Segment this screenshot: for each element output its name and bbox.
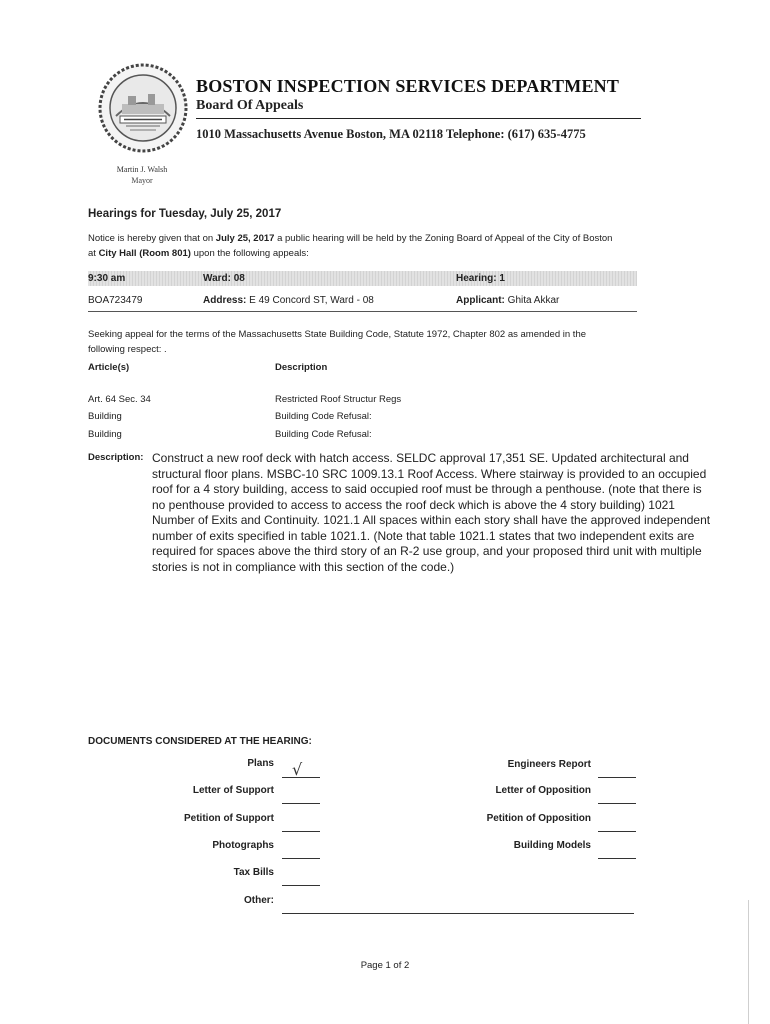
doc-line-tax-bills [282, 885, 320, 886]
article-description-cell: Restricted Roof Structur Regs [275, 394, 402, 405]
case-address [203, 295, 374, 306]
department-title: BOSTON INSPECTION SERVICES DEPARTMENT [196, 76, 620, 96]
hearing-number: Hearing: 1 [456, 273, 505, 284]
doc-label-engineers-report: Engineers Report [507, 759, 591, 770]
doc-label-letter-of-support: Letter of Support [192, 785, 274, 796]
case-applicant [456, 295, 559, 306]
doc-line-letter-of-support [282, 803, 320, 804]
city-of-boston-seal [98, 60, 188, 156]
article-description-cell: Building Code Refusal: [275, 411, 372, 422]
articles-column-header: Article(s) [88, 362, 130, 373]
address-label: Address: [203, 295, 247, 306]
doc-line-engineers-report [598, 777, 636, 778]
department-address: 1010 Massachusetts Avenue Boston, MA 02118 Telephone: (617) 635-4775 [196, 127, 586, 141]
doc-label-other: Other: [244, 895, 274, 906]
address-value: E 49 Concord ST, Ward - 08 [246, 295, 374, 306]
page-number: Page 1 of 2 [360, 960, 410, 971]
applicant-value: Ghita Akkar [504, 295, 560, 306]
documents-heading: DOCUMENTS CONSIDERED AT THE HEARING: [88, 736, 312, 747]
article-cell: Building [88, 429, 122, 440]
scan-edge-mark [748, 900, 749, 1024]
case-header-band [88, 271, 637, 286]
notice-text-3: upon the following appeals: [190, 248, 309, 259]
notice-text-2: a public hearing will be held by the Zoning Board of Appeal of the City of Boston at [88, 233, 613, 259]
doc-line-plans [282, 777, 320, 778]
doc-line-petition-of-support [282, 831, 320, 832]
description-column-header: Description [275, 362, 328, 373]
doc-line-building-models [598, 858, 636, 859]
description-label: Description: [88, 452, 144, 463]
doc-label-petition-of-opposition: Petition of Opposition [486, 813, 591, 824]
article-description-cell: Building Code Refusal: [275, 429, 372, 440]
doc-label-plans: Plans [247, 758, 274, 769]
notice-date: July 25, 2017 [215, 233, 275, 244]
description-text: Construct a new roof deck with hatch access. SELDC approval 17,351 SE. Updated architectural and structural floor plans. MSBC-10 SRC 1009.13.1 Roof Access. Where stairway is provided to an occupied roof for a 4 story building, access to said occupied roof must be through a penthouse. (note that there is no penthouse provided to access to access the roof deck which is above the 4 story building) 1021 Number of Exits and Continuity. 1021.1 All spaces within each story shall have the approved independent number of exits specified in table 1021.1. (Note that table 1021.1 states that two independent exits are required for spaces above the third story of an R-2 use group, and your proposed third unit with multiple stories is not in compliance with this section of the code.) [152, 451, 711, 574]
notice-text-1: Notice is hereby given that on [88, 233, 216, 244]
doc-line-letter-of-opposition [598, 803, 636, 804]
article-cell: Art. 64 Sec. 34 [88, 394, 151, 405]
article-cell: Building [88, 411, 122, 422]
board-name: Board Of Appeals [196, 98, 304, 113]
header-divider [196, 118, 641, 119]
ward-number: Ward: 08 [203, 273, 245, 284]
doc-label-tax-bills: Tax Bills [233, 867, 274, 878]
notice-place: City Hall (Room 801) [98, 248, 191, 259]
plans-check-mark: √ [292, 760, 303, 779]
case-id: BOA723479 [88, 295, 143, 306]
mayor-title: Mayor [131, 176, 153, 185]
hearing-time: 9:30 am [88, 273, 126, 284]
doc-label-petition-of-support: Petition of Support [184, 813, 274, 824]
doc-label-letter-of-opposition: Letter of Opposition [495, 785, 591, 796]
appeal-statement: Seeking appeal for the terms of the Massachusetts State Building Code, Statute 1972, Chapter 802 as amended in the following respect: . [88, 329, 587, 355]
doc-line-petition-of-opposition [598, 831, 636, 832]
doc-line-other [282, 913, 634, 914]
case-divider [88, 311, 637, 312]
applicant-label: Applicant: [456, 295, 505, 306]
hearings-heading: Hearings for Tuesday, July 25, 2017 [88, 208, 282, 220]
mayor-name: Martin J. Walsh [116, 165, 168, 174]
doc-line-photographs [282, 858, 320, 859]
doc-label-building-models: Building Models [513, 840, 591, 851]
hearing-notice [88, 231, 618, 261]
doc-label-photographs: Photographs [212, 840, 274, 851]
